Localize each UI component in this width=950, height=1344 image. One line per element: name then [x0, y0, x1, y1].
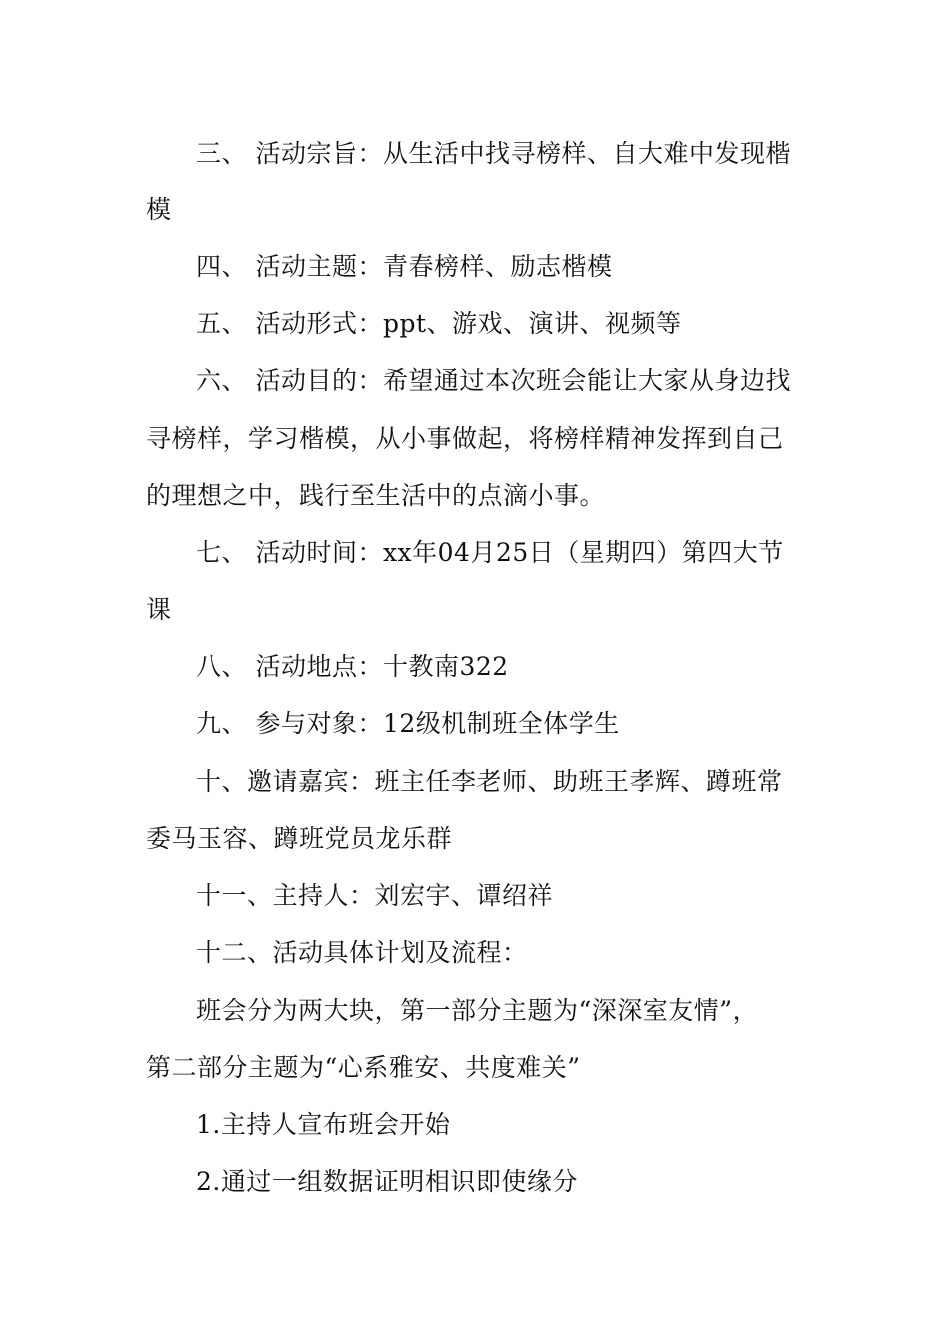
paragraph-line: 的理想之中，践行至生活中的点滴小事。	[146, 481, 606, 510]
paragraph-line: 十、邀请嘉宾：班主任李老师、助班王孝辉、蹲班常	[196, 767, 783, 796]
paragraph-line: 班会分为两大块，第一部分主题为“深深室友情”，	[196, 996, 759, 1025]
paragraph-line: 课	[146, 595, 172, 624]
paragraph-line: 寻榜样，学习楷模，从小事做起，将榜样精神发挥到自己	[146, 424, 784, 453]
list-item: 2.通过一组数据证明相识即使缘分	[196, 1167, 578, 1196]
paragraph-line: 八、 活动地点：十教南322	[196, 652, 509, 681]
paragraph-line: 四、 活动主题：青春榜样、励志楷模	[196, 252, 613, 281]
paragraph-line: 五、 活动形式：ppt、游戏、演讲、视频等	[196, 309, 682, 338]
list-item: 1.主持人宣布班会开始	[196, 1110, 451, 1139]
paragraph-line: 六、 活动目的：希望通过本次班会能让大家从身边找	[196, 366, 791, 395]
paragraph-line: 模	[146, 195, 172, 224]
paragraph-line: 三、 活动宗旨：从生活中找寻榜样、自大难中发现楷	[196, 139, 791, 168]
paragraph-line: 九、 参与对象：12级机制班全体学生	[196, 709, 620, 738]
paragraph-line: 十一、主持人：刘宏宇、谭绍祥	[196, 881, 554, 910]
paragraph-line: 委马玉容、蹲班党员龙乐群	[146, 824, 453, 853]
paragraph-line: 十二、活动具体计划及流程：	[196, 938, 528, 967]
paragraph-line: 七、 活动时间：xx年04月25日（星期四）第四大节	[196, 538, 784, 567]
paragraph-line: 第二部分主题为“心系雅安、共度难关”	[146, 1053, 581, 1082]
